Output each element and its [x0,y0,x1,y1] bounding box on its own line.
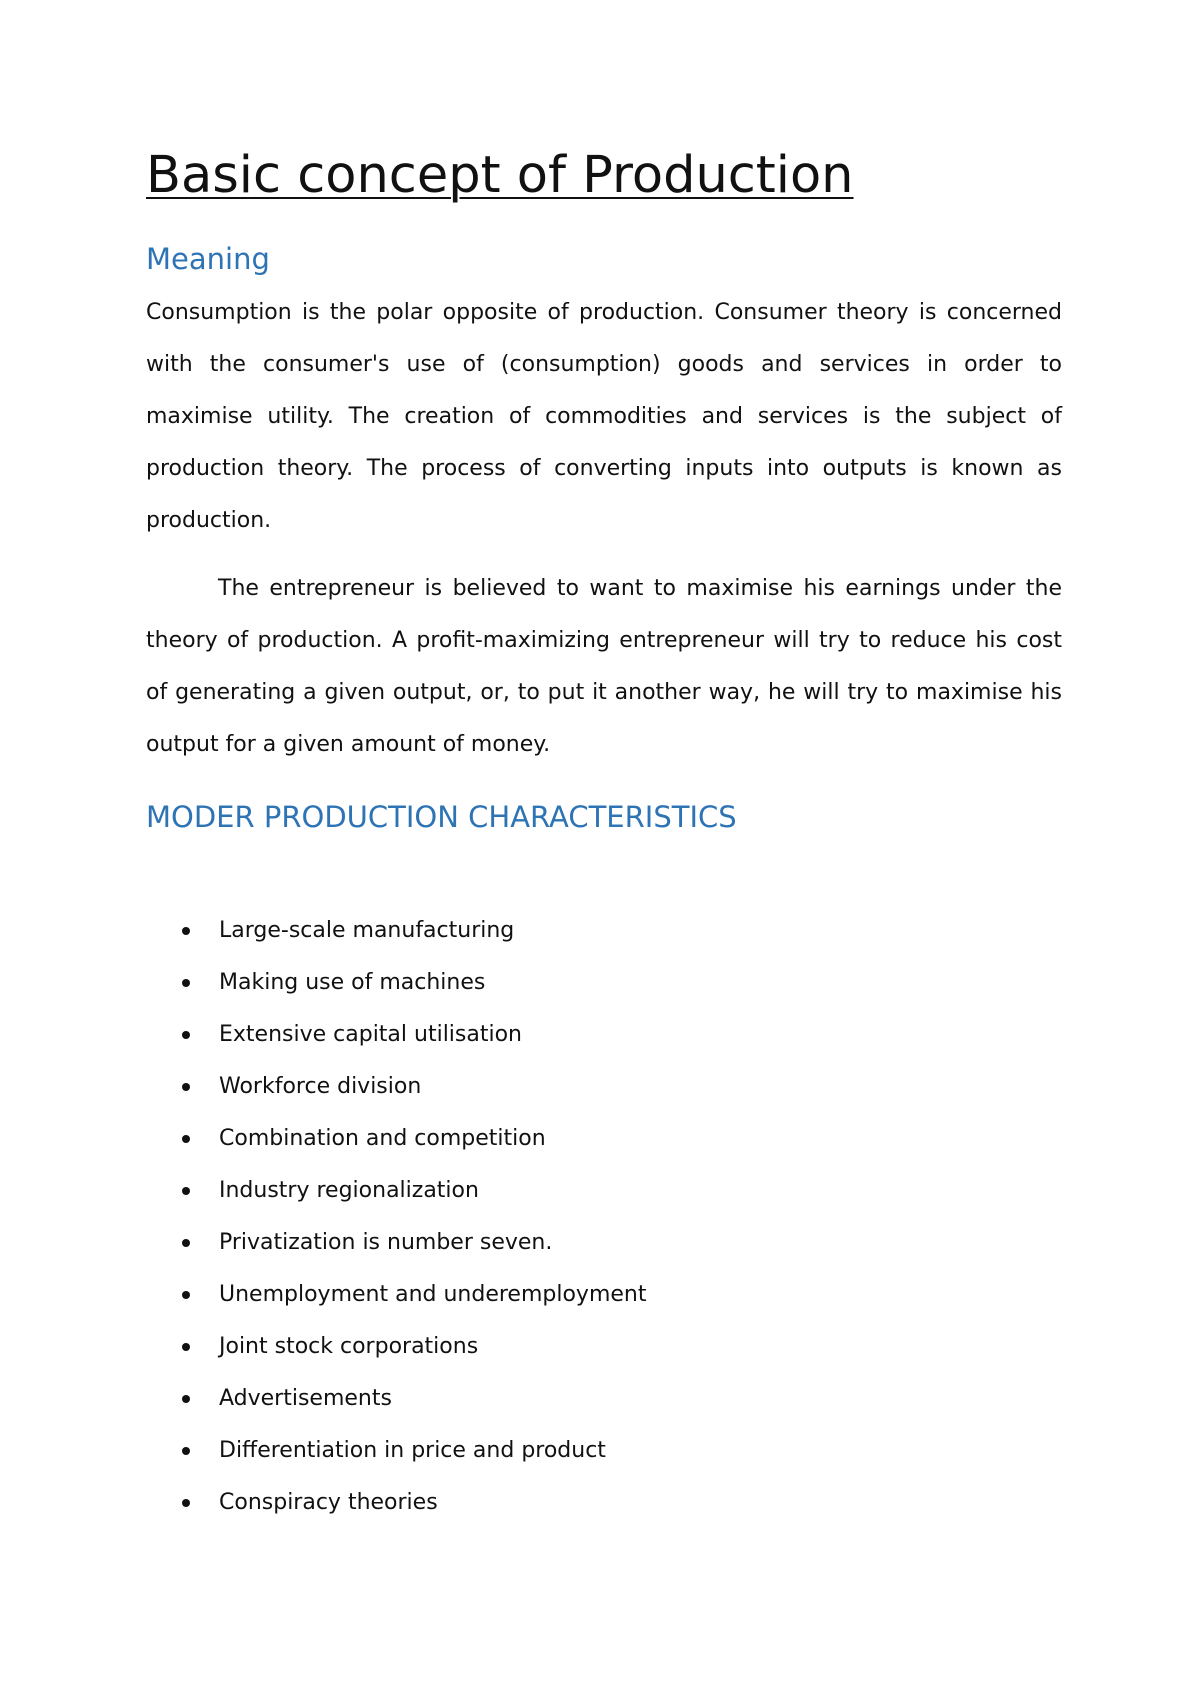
document-body [146,143,1062,1529]
list-item-text: Combination and competition [219,1126,546,1151]
meaning-paragraph: Consumption is the polar opposite of production. Consumer theory is concerned with the consumer's use of (consumption) goods and services in order to maximise utility. The creation of commodities and services is the subject of production theory. The process of converting inputs into outputs is known as production. [146,300,1062,533]
bullet-icon [182,1031,190,1039]
list-item [146,1477,1062,1529]
meaning-heading: Meaning [146,242,270,276]
list-item [146,1009,1062,1061]
bullet-icon [182,1447,190,1455]
list-item [146,1165,1062,1217]
list-item-text: Joint stock corporations [219,1334,479,1359]
list-item-text: Extensive capital utilisation [219,1022,523,1047]
bullet-icon [182,1499,190,1507]
list-item [146,1269,1062,1321]
document-title: Basic concept of Production [146,146,854,205]
list-item [146,1321,1062,1373]
bullet-icon [182,979,190,987]
list-item-text: Workforce division [219,1074,422,1099]
list-item-text: Large-scale manufacturing [219,918,515,943]
bullet-icon [182,1135,190,1143]
bullet-icon [182,1395,190,1403]
bullet-icon [182,927,190,935]
list-item [146,1113,1062,1165]
list-item-text: Industry regionalization [219,1178,479,1203]
list-item-text: Advertisements [219,1386,392,1411]
bullet-icon [182,1187,190,1195]
bullet-icon [182,1343,190,1351]
list-item [146,1217,1062,1269]
list-item-text: Unemployment and underemployment [219,1282,647,1307]
bullet-icon [182,1083,190,1091]
meaning-paragraph: The entrepreneur is believed to want to maximise his earnings under the theory of production. A profit-maximizing entrepreneur will try to reduce his cost of generating a given output, or, to put it another way, he will try to maximise his output for a given amount of money. [146,576,1062,757]
list-item-text: Privatization is number seven. [219,1230,553,1255]
bullet-icon [182,1291,190,1299]
list-item-text: Differentiation in price and product [219,1438,606,1463]
list-item-text: Making use of machines [219,970,486,995]
characteristics-heading: MODER PRODUCTION CHARACTERISTICS [146,800,737,834]
list-item [146,1425,1062,1477]
bullet-icon [182,1239,190,1247]
list-item [146,957,1062,1009]
list-item-text: Conspiracy theories [219,1490,438,1515]
list-item [146,1061,1062,1113]
list-item [146,905,1062,957]
list-item [146,1373,1062,1425]
characteristics-list [146,905,1062,1529]
